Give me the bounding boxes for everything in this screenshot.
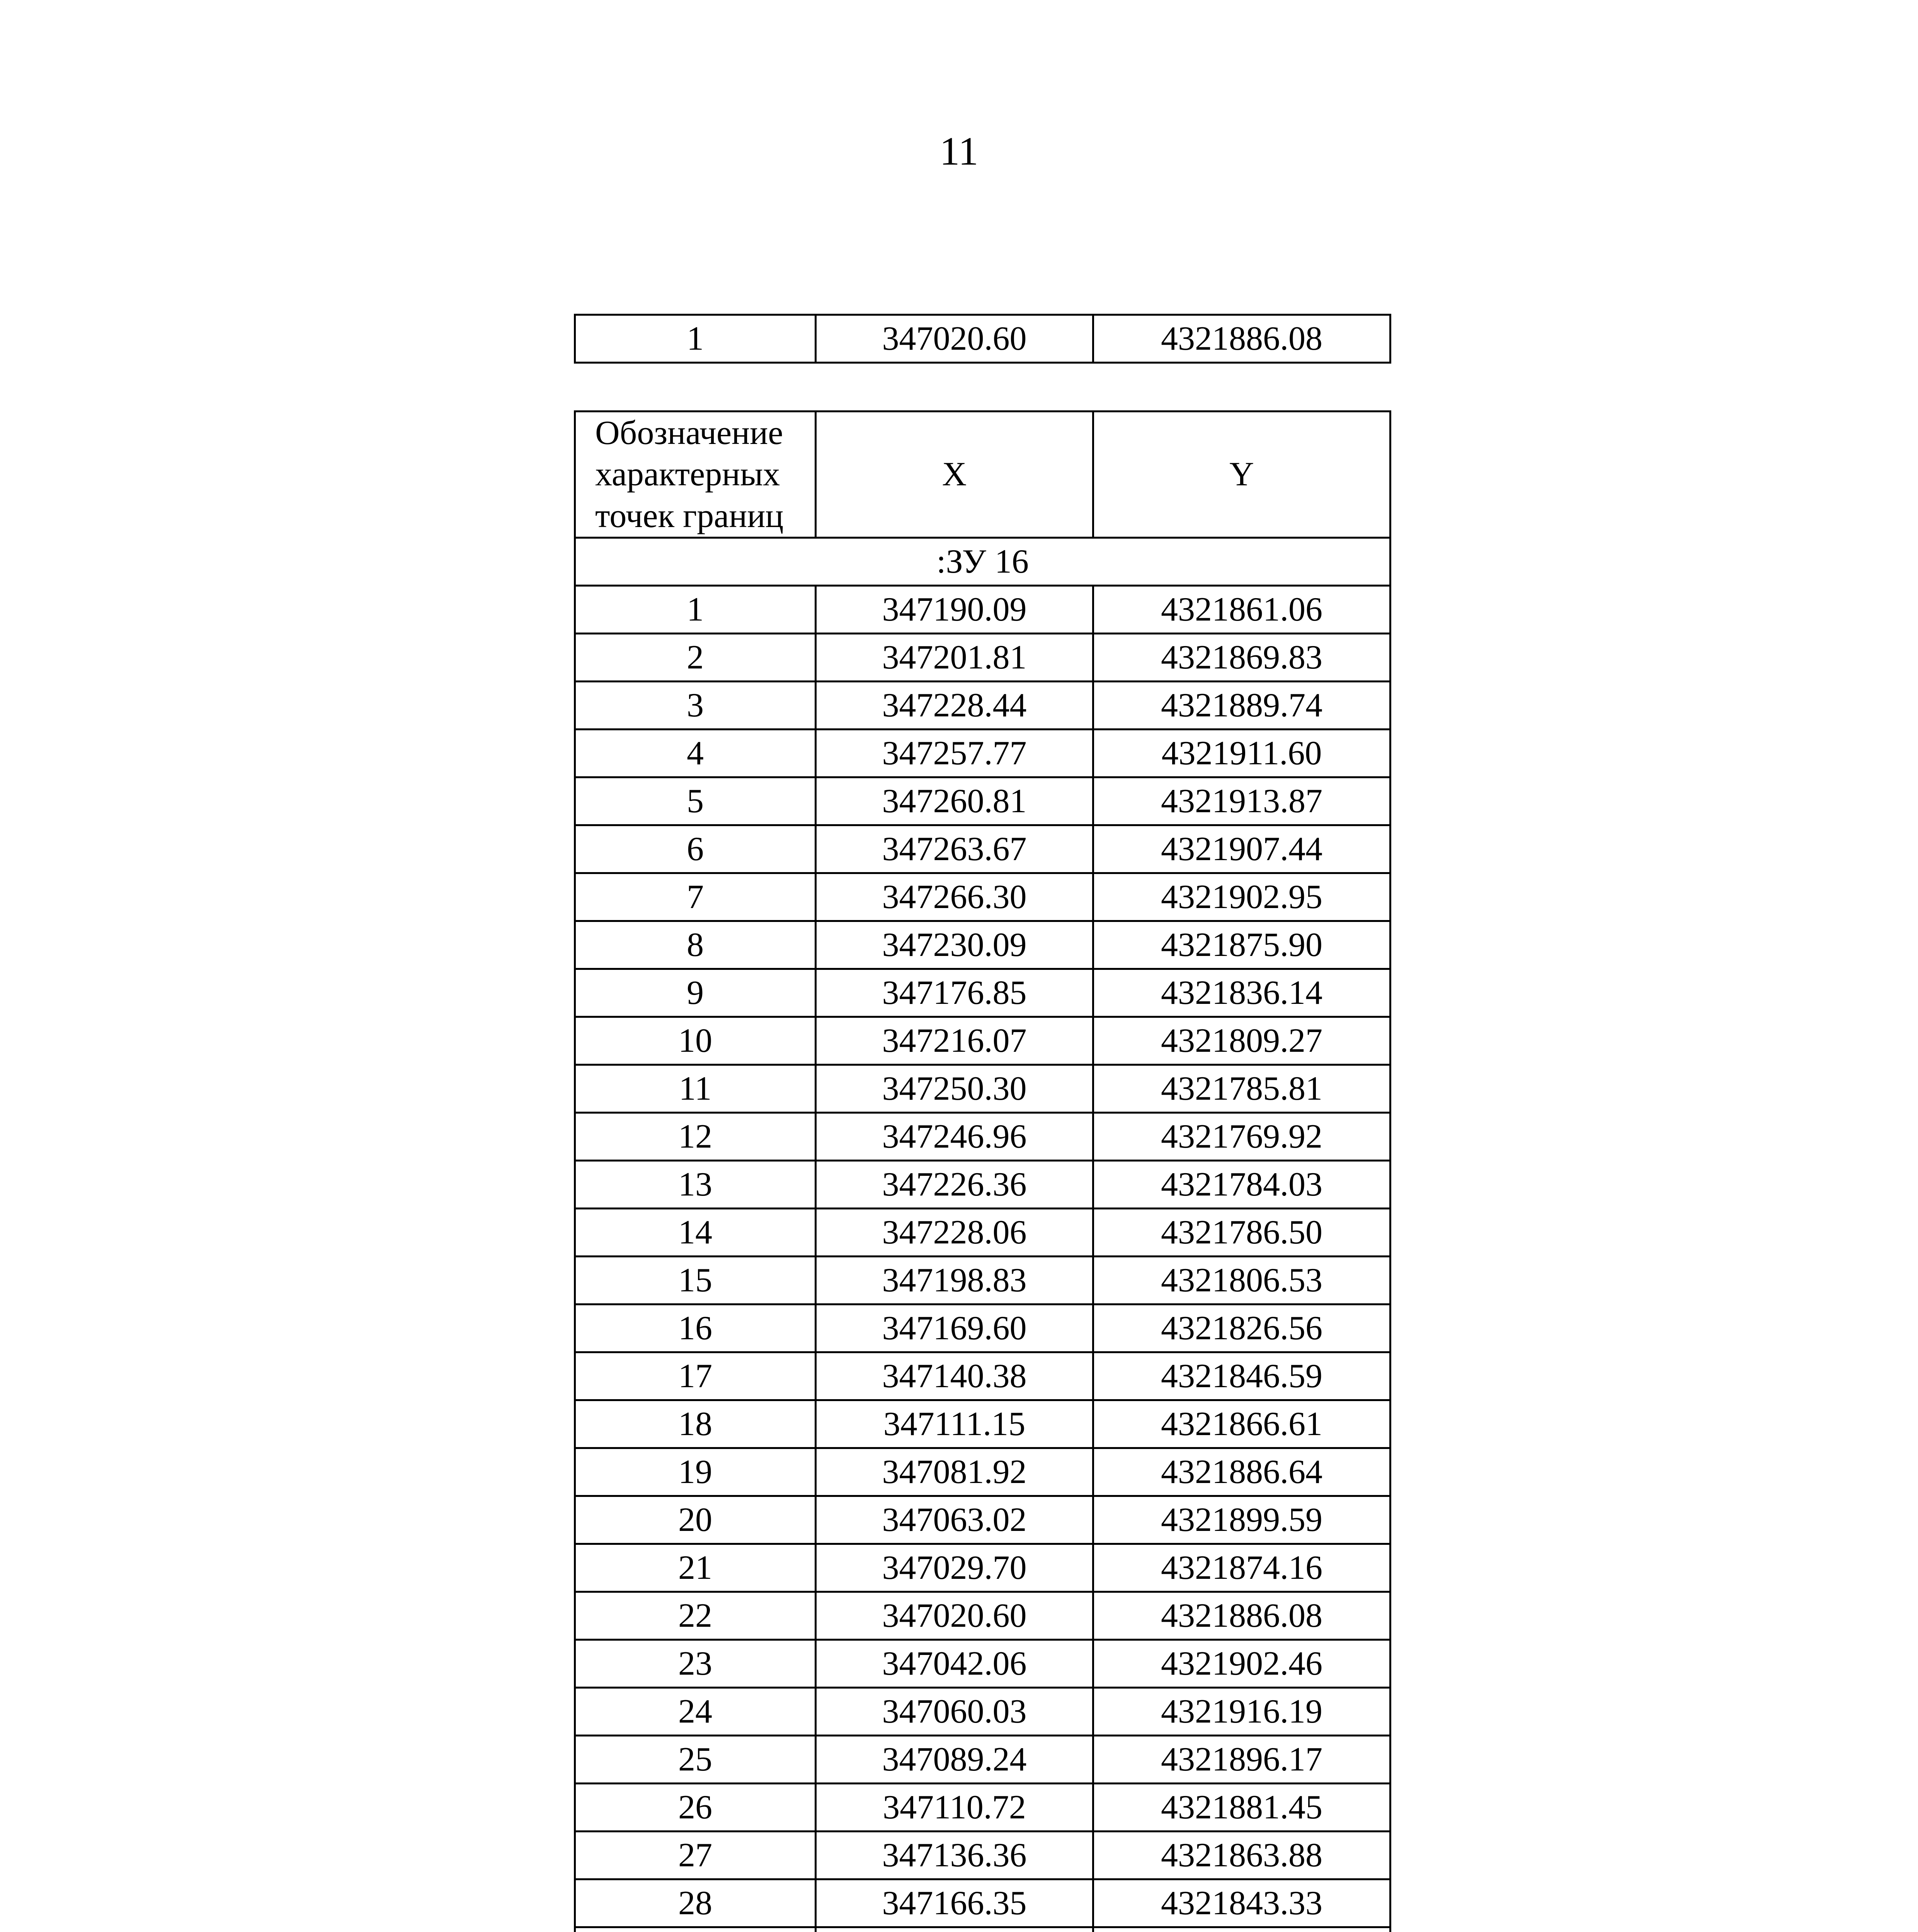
- x-cell: 347190.09: [816, 586, 1093, 634]
- point-cell: 26: [575, 1784, 816, 1832]
- point-cell: 14: [575, 1209, 816, 1257]
- x-cell: 347250.30: [816, 1065, 1093, 1113]
- y-cell: 4321869.83: [1093, 634, 1390, 682]
- x-cell: 347111.15: [816, 1400, 1093, 1448]
- point-cell: 4: [575, 730, 816, 777]
- y-cell: 4321875.90: [1093, 921, 1390, 969]
- table-row: [575, 730, 1390, 777]
- point-cell: 27: [575, 1832, 816, 1879]
- y-cell: 4321881.45: [1093, 1784, 1390, 1832]
- x-cell: 347176.85: [816, 969, 1093, 1017]
- coordinates-table: [574, 410, 1391, 1932]
- point-cell: 12: [575, 1113, 816, 1161]
- table-row: [575, 1784, 1390, 1832]
- x-cell: 347081.92: [816, 1448, 1093, 1496]
- header-x: X: [816, 412, 1093, 538]
- point-cell: 1: [575, 315, 816, 363]
- y-cell: 4321896.17: [1093, 1736, 1390, 1784]
- table-row: [575, 825, 1390, 873]
- table-row: [575, 1448, 1390, 1496]
- y-cell: 4321911.60: [1093, 730, 1390, 777]
- point-cell: 8: [575, 921, 816, 969]
- table-row: [575, 1304, 1390, 1352]
- point-cell: 18: [575, 1400, 816, 1448]
- section-title: :ЗУ 16: [575, 538, 1390, 586]
- table-row: [575, 1209, 1390, 1257]
- previous-coordinates-table: [574, 314, 1391, 364]
- point-cell: 6: [575, 825, 816, 873]
- y-cell: 4321846.59: [1093, 1352, 1390, 1400]
- y-cell: 4321899.59: [1093, 1496, 1390, 1544]
- point-cell: 16: [575, 1304, 816, 1352]
- point-cell: 3: [575, 682, 816, 730]
- table-row: [575, 1065, 1390, 1113]
- point-cell: 2: [575, 634, 816, 682]
- x-cell: 347266.30: [816, 873, 1093, 921]
- y-cell: 4321916.19: [1093, 1688, 1390, 1736]
- header-y: Y: [1093, 412, 1390, 538]
- y-cell: 4321886.64: [1093, 1448, 1390, 1496]
- point-cell: 28: [575, 1879, 816, 1927]
- y-cell: 4321863.88: [1093, 1832, 1390, 1879]
- x-cell: 347246.96: [816, 1113, 1093, 1161]
- y-cell: 4321886.08: [1093, 1592, 1390, 1640]
- x-cell: 347089.24: [816, 1736, 1093, 1784]
- x-cell: 347042.06: [816, 1640, 1093, 1688]
- x-cell: 347136.36: [816, 1832, 1093, 1879]
- y-cell: 4321913.87: [1093, 777, 1390, 825]
- table-row: [575, 1257, 1390, 1304]
- x-cell: 347110.72: [816, 1784, 1093, 1832]
- point-cell: 10: [575, 1017, 816, 1065]
- table-row: [575, 1688, 1390, 1736]
- x-cell: 347140.38: [816, 1352, 1093, 1400]
- point-cell: 24: [575, 1688, 816, 1736]
- x-cell: 347060.03: [816, 1688, 1093, 1736]
- x-cell: 347166.35: [816, 1879, 1093, 1927]
- point-cell: 15: [575, 1257, 816, 1304]
- table-row: [575, 777, 1390, 825]
- table-row: [575, 1544, 1390, 1592]
- header-point-designation: Обозначение характерных точек границ: [575, 412, 816, 538]
- y-cell: 4321861.06: [1093, 586, 1390, 634]
- table-row: [575, 315, 1390, 363]
- table-row: [575, 1927, 1390, 1932]
- table-row: [575, 1832, 1390, 1879]
- table-header-row: [575, 412, 1390, 538]
- y-cell: 4321889.74: [1093, 682, 1390, 730]
- point-cell: 25: [575, 1736, 816, 1784]
- y-cell: 4321769.92: [1093, 1113, 1390, 1161]
- table-row: [575, 873, 1390, 921]
- x-cell: 347226.36: [816, 1161, 1093, 1209]
- table-row: [575, 634, 1390, 682]
- x-cell: 347201.81: [816, 634, 1093, 682]
- x-cell: 347063.02: [816, 1496, 1093, 1544]
- x-cell: 347228.06: [816, 1209, 1093, 1257]
- y-cell: 4321785.81: [1093, 1065, 1390, 1113]
- y-cell: 4321902.95: [1093, 873, 1390, 921]
- y-cell: 4321806.53: [1093, 1257, 1390, 1304]
- y-cell: 4321826.56: [1093, 1304, 1390, 1352]
- point-cell: 1: [575, 586, 816, 634]
- table-row: [575, 1161, 1390, 1209]
- point-cell: 19: [575, 1448, 816, 1496]
- point-cell: 11: [575, 1065, 816, 1113]
- point-cell: 21: [575, 1544, 816, 1592]
- x-cell: 347020.60: [816, 1592, 1093, 1640]
- coordinates-table-body: [575, 586, 1390, 1932]
- y-cell: 4321886.08: [1093, 315, 1390, 363]
- table-row: [575, 1113, 1390, 1161]
- point-cell: 5: [575, 777, 816, 825]
- y-cell: 4321843.33: [1093, 1879, 1390, 1927]
- y-cell: 4321784.03: [1093, 1161, 1390, 1209]
- point-cell: 20: [575, 1496, 816, 1544]
- table-row: [575, 1640, 1390, 1688]
- table-row: [575, 1400, 1390, 1448]
- previous-table-body: [575, 315, 1390, 363]
- table-row: [575, 1592, 1390, 1640]
- y-cell: 4321902.46: [1093, 1640, 1390, 1688]
- page-number: 11: [939, 129, 979, 173]
- y-cell: 4321866.61: [1093, 1400, 1390, 1448]
- section-title-row: [575, 538, 1390, 586]
- y-cell: 4321874.16: [1093, 1544, 1390, 1592]
- point-cell: 13: [575, 1161, 816, 1209]
- point-cell: 23: [575, 1640, 816, 1688]
- table-row: [575, 1352, 1390, 1400]
- x-cell: 347260.81: [816, 777, 1093, 825]
- table-row: [575, 1736, 1390, 1784]
- point-cell: 22: [575, 1592, 816, 1640]
- y-cell: 4321836.14: [1093, 969, 1390, 1017]
- y-cell: 4321786.50: [1093, 1209, 1390, 1257]
- y-cell: [1093, 1927, 1390, 1932]
- point-cell: 7: [575, 873, 816, 921]
- table-row: [575, 969, 1390, 1017]
- table-row: [575, 682, 1390, 730]
- x-cell: 347230.09: [816, 921, 1093, 969]
- x-cell: [816, 1927, 1093, 1932]
- table-row: [575, 921, 1390, 969]
- y-cell: 4321809.27: [1093, 1017, 1390, 1065]
- table-row: [575, 1879, 1390, 1927]
- point-cell: 17: [575, 1352, 816, 1400]
- x-cell: 347198.83: [816, 1257, 1093, 1304]
- y-cell: 4321907.44: [1093, 825, 1390, 873]
- x-cell: 347263.67: [816, 825, 1093, 873]
- table-row: [575, 1496, 1390, 1544]
- x-cell: 347169.60: [816, 1304, 1093, 1352]
- x-cell: 347020.60: [816, 315, 1093, 363]
- point-cell: 9: [575, 969, 816, 1017]
- table-row: [575, 586, 1390, 634]
- x-cell: 347228.44: [816, 682, 1093, 730]
- point-cell: [575, 1927, 816, 1932]
- x-cell: 347029.70: [816, 1544, 1093, 1592]
- table-row: [575, 1017, 1390, 1065]
- x-cell: 347216.07: [816, 1017, 1093, 1065]
- x-cell: 347257.77: [816, 730, 1093, 777]
